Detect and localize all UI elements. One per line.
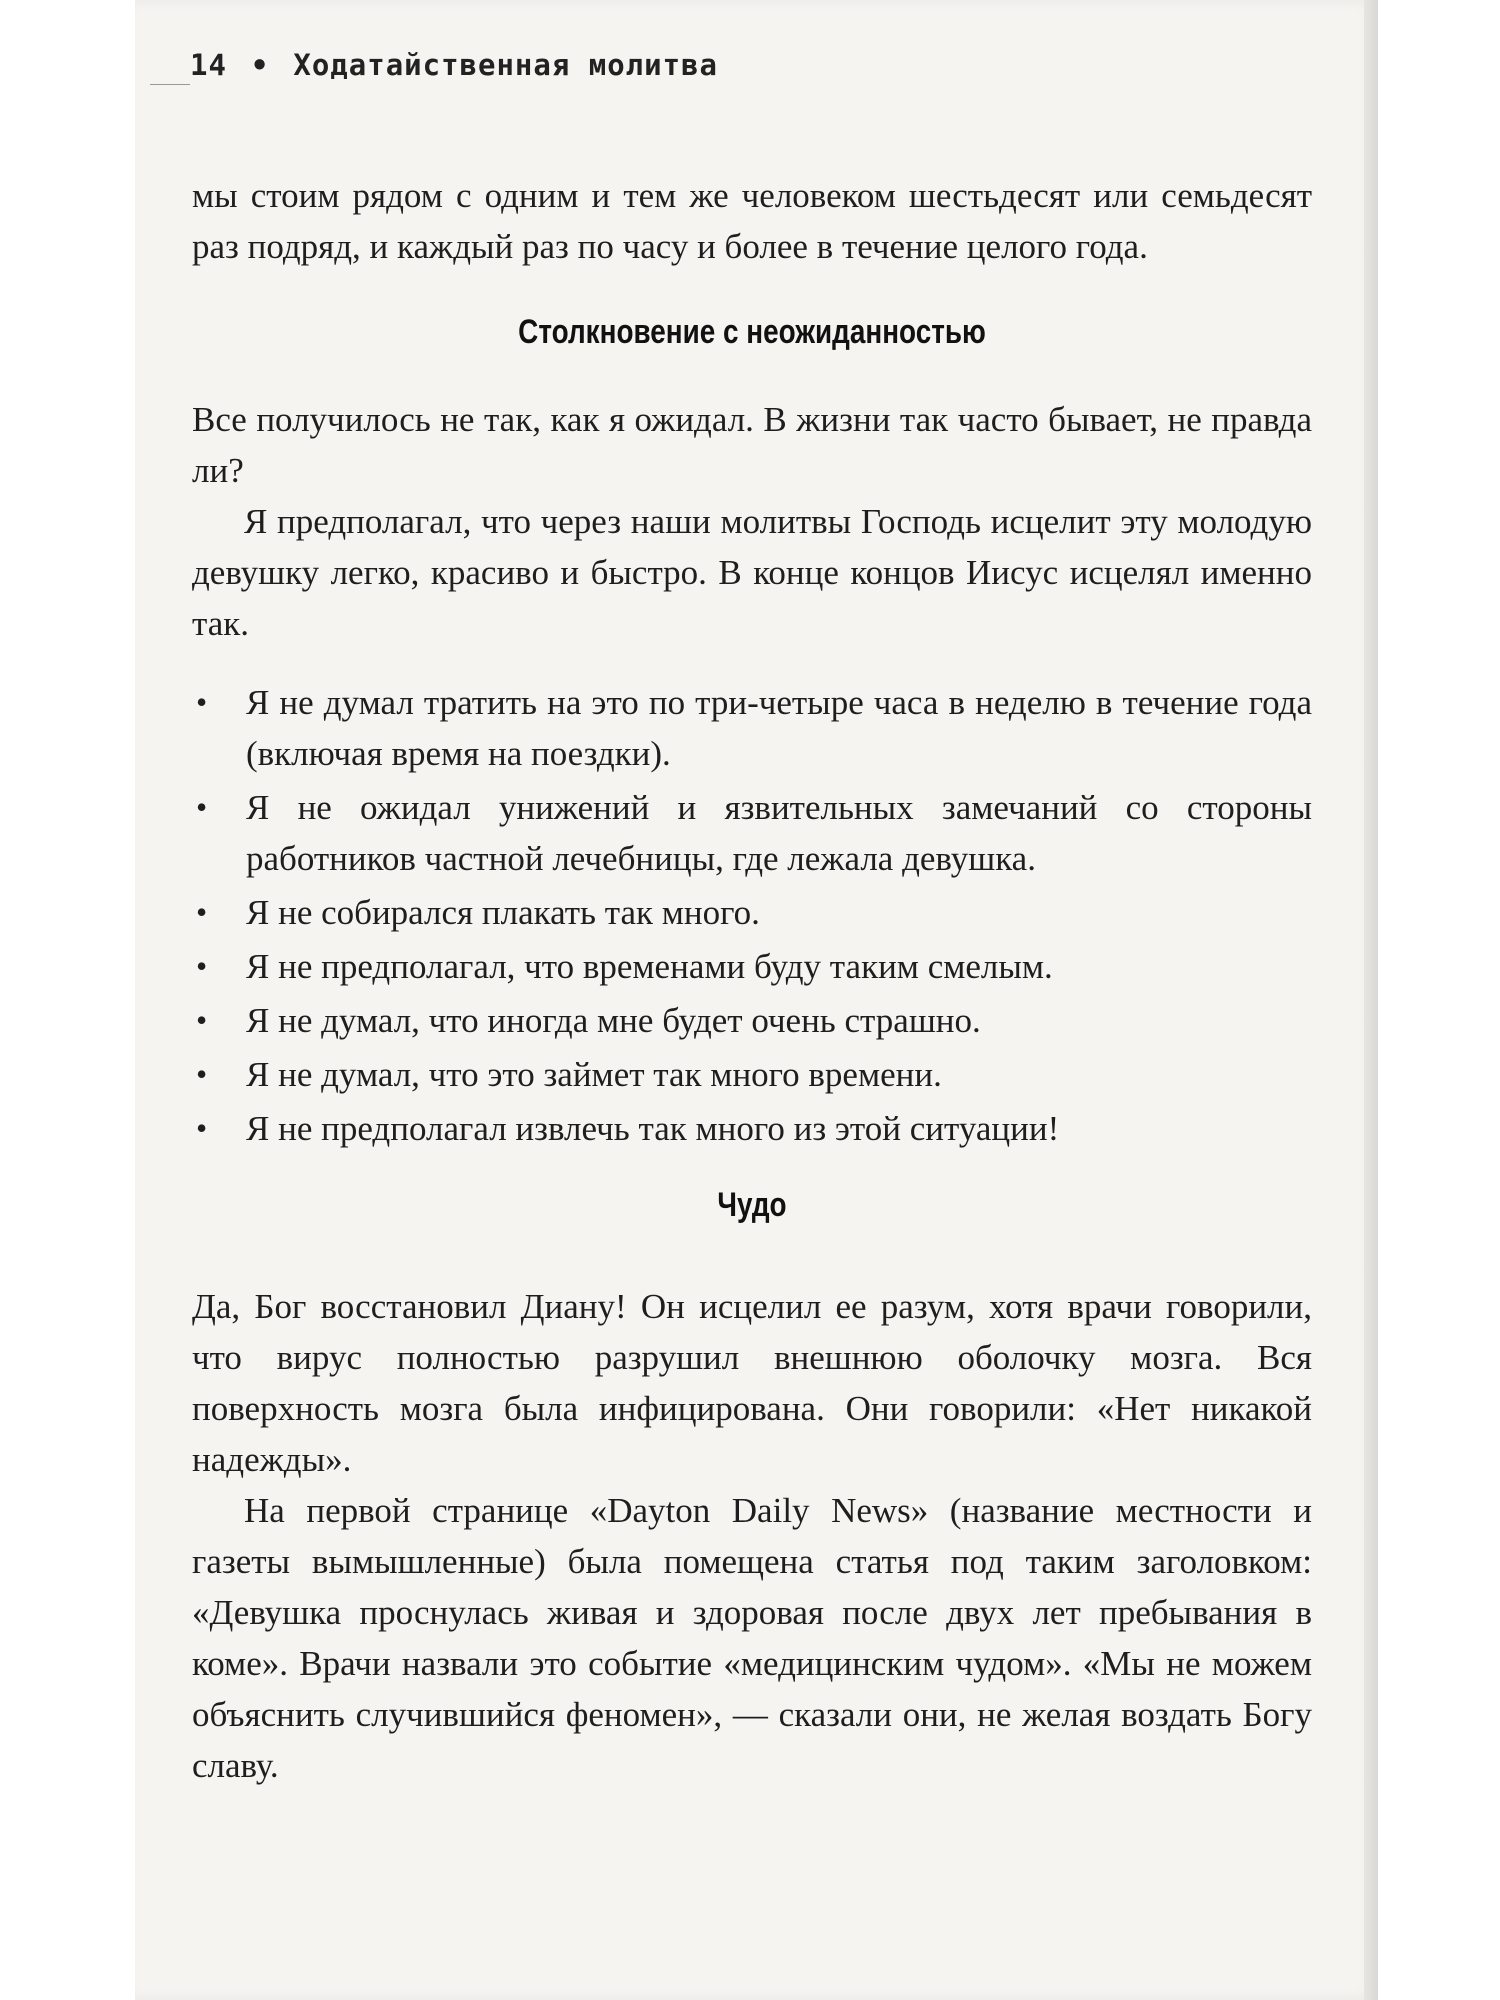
section1-paragraph-2: Я предполагал, что через наши молитвы Господь исцелит эту молодую девушку легко, красиво и быстро. В конце концов Иисус исцелял именно так. [192, 502, 1312, 643]
list-item: • Я не думал, что это займет так много времени. [192, 1049, 1312, 1100]
bullet-icon: • [196, 1002, 208, 1038]
page-edge-shadow [1364, 0, 1378, 2000]
book-title: Ходатайственная молитва [293, 48, 718, 82]
list-item: • Я не думал тратить на это по три-четыре часа в неделю в течение года (включая время на поездки). [192, 677, 1312, 779]
list-item: • Я не предполагал, что временами буду таким смелым. [192, 941, 1312, 992]
bullet-icon: • [196, 789, 208, 825]
section-heading-surprise: Столкновение с неожиданностью [518, 313, 986, 351]
list-item: • Я не предполагал извлечь так много из этой ситуации! [192, 1103, 1312, 1154]
section-heading-miracle: Чудо [717, 1186, 787, 1224]
bullet-icon: • [196, 1110, 208, 1146]
list-item: • Я не думал, что иногда мне будет очень страшно. [192, 995, 1312, 1046]
bullet-icon: • [196, 894, 208, 930]
bullet-icon: • [196, 1056, 208, 1092]
intro-paragraph: мы стоим рядом с одним и тем же человеком шестьдесят или семьдесят раз подряд, и каждый раз по часу и более в течение целого года. [192, 176, 1312, 266]
list-item: • Я не собирался плакать так много. [192, 887, 1312, 938]
section1-paragraph-1: Все получилось не так, как я ожидал. В жизни так часто бывает, не правда ли? [192, 400, 1312, 490]
bullet-icon: • [196, 684, 208, 720]
header-separator: • [250, 48, 270, 82]
bullet-icon: • [196, 948, 208, 984]
expectations-list [192, 677, 1312, 1154]
page-number: 14 [190, 48, 227, 82]
section2-paragraph-1: Да, Бог восстановил Диану! Он исцелил ее разум, хотя врачи говорили, что вирус полностью разрушил внешнюю оболочку мозга. Вся поверхность мозга была инфицирована. Они говорили: «Нет никакой надежды». [192, 1287, 1312, 1479]
list-item: • Я не ожидал унижений и язвительных замечаний со стороны работников частной лечебницы, где лежала девушка. [192, 782, 1312, 884]
header-rule [150, 84, 190, 85]
page-content [192, 170, 1312, 1791]
running-header [190, 48, 718, 82]
section2-paragraph-2: На первой странице «Dayton Daily News» (название местности и газеты вымышленные) была помещена статья под таким заголовком: «Девушка проснулась живая и здоровая после двух лет пребывания в коме». Врачи назвали это событие «медицинским чудом». «Мы не можем объяснить случившийся феномен», — сказали они, не желая воздать Богу славу. [192, 1491, 1312, 1785]
